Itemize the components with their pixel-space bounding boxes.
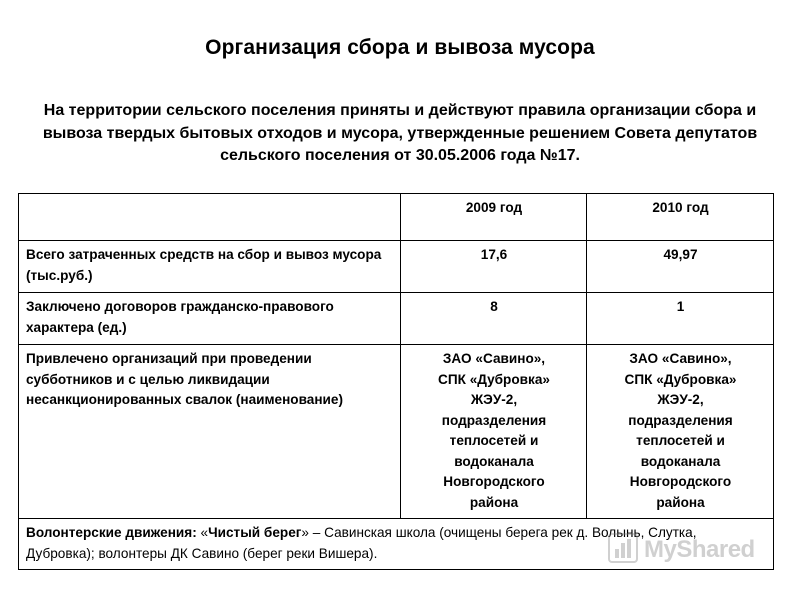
org-line: ЗАО «Савино», <box>442 351 546 366</box>
volunteer-description: » – Савинская школа (очищены берега рек д. Волынь, Слутка, Дубровка); волонтеры ДК Савино (берег реки Вишера). <box>26 525 697 561</box>
org-line: СПК «Дубровка» <box>438 371 550 387</box>
org-line: СПК «Дубровка» <box>624 371 737 387</box>
volunteer-event: Чистый берег <box>208 525 302 540</box>
table-row <box>19 293 774 345</box>
org-line: района <box>656 494 705 510</box>
header-2009: 2009 год <box>401 194 587 241</box>
row-label-organizations: Привлечено организаций при проведении субботников и с целью ликвидации несанкционированных свалок (наименование) <box>19 345 401 519</box>
value-expenses-2009: 17,6 <box>401 241 587 293</box>
value-contracts-2009: 8 <box>401 293 587 345</box>
header-empty-cell <box>19 194 401 241</box>
value-contracts-2010: 1 <box>587 293 774 345</box>
intro-paragraph: На территории сельского поселения приняты и действуют правила организации сбора и вывоза твердых бытовых отходов и мусора, утвержденные решением Совета депутатов сельского поселения от 30.05.2006 года №17. <box>42 102 758 164</box>
value-expenses-2010: 49,97 <box>587 241 774 293</box>
watermark-text: MyShared <box>644 536 755 563</box>
value-organizations-2009 <box>401 345 587 519</box>
watermark <box>608 530 768 570</box>
header-2010: 2010 год <box>587 194 774 241</box>
volunteer-label: Волонтерские движения: <box>26 525 197 540</box>
org-line: ЖЭУ-2, <box>470 392 518 407</box>
org-line: подразделения <box>441 412 547 428</box>
org-line: Новгородского <box>443 474 545 489</box>
org-line: района <box>469 494 519 510</box>
row-label-expenses: Всего затраченных средств на сбор и вывоз мусора (тыс.руб.) <box>19 241 401 293</box>
table-header-row <box>19 194 774 241</box>
org-line: водоканала <box>640 453 721 469</box>
row-label-contracts: Заключено договоров гражданско-правового характера (ед.) <box>19 293 401 345</box>
org-line: теплосетей и <box>449 433 539 448</box>
table-row <box>19 345 774 519</box>
org-line: водоканала <box>454 453 534 469</box>
statistics-table <box>18 193 774 570</box>
org-line: ЗАО «Савино», <box>629 351 732 366</box>
volunteer-quote-open: « <box>196 525 209 540</box>
org-line: подразделения <box>628 412 733 428</box>
page-title: Организация сбора и вывоза мусора <box>205 36 595 59</box>
value-organizations-2010 <box>587 345 774 519</box>
org-line: теплосетей и <box>636 433 725 448</box>
bar-chart-icon <box>608 533 638 568</box>
table-row <box>19 241 774 293</box>
org-line: Новгородского <box>629 474 732 489</box>
org-line: ЖЭУ-2, <box>657 392 704 407</box>
